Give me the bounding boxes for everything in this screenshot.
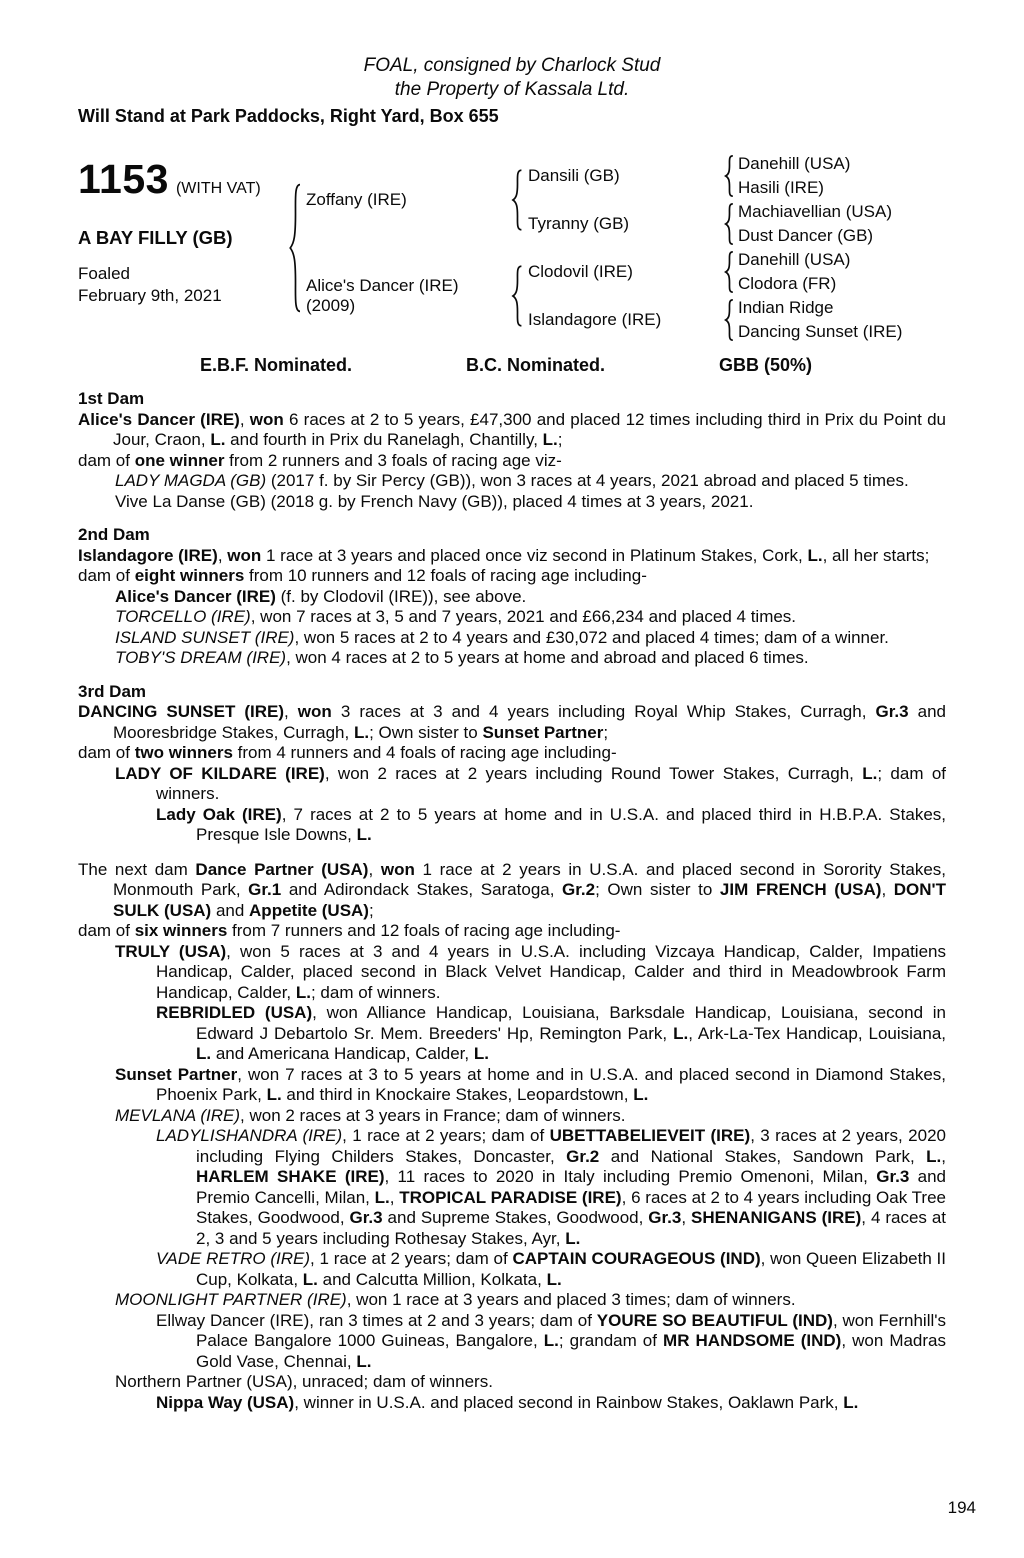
pedigree-paragraph <box>78 921 946 942</box>
text-segment: Gr.3 <box>875 702 909 721</box>
pedigree-name-text: Dust Dancer (GB) <box>738 226 874 245</box>
property-line: the Property of Kassala Ltd. <box>394 79 630 100</box>
text-segment: L. <box>862 763 878 783</box>
text-segment: one winner <box>134 450 225 470</box>
text-segment: L. <box>196 1044 212 1063</box>
text-segment: Vive La Danse (GB) (2018 g. by French Navy (GB)), placed 4 times at 3 years, 2021. <box>115 491 754 511</box>
pedigree-name <box>738 224 946 248</box>
text-segment: L. <box>926 1146 942 1166</box>
pedigree-name-text: Dancing Sunset (IRE) <box>738 322 903 341</box>
text-segment: , <box>239 409 250 429</box>
text-segment: , <box>389 1187 400 1207</box>
stand-location: Will Stand at Park Paddocks, Right Yard, Box 655 <box>78 106 499 126</box>
text-segment: LADY MAGDA (GB) <box>115 471 267 490</box>
pedigree-name-text: Dansili (GB) <box>528 166 620 185</box>
text-segment: eight winners <box>134 566 245 585</box>
text-segment: ; grandam of <box>558 1331 664 1350</box>
text-segment: won <box>380 859 415 879</box>
pedigree-name-text: Hasili (IRE) <box>738 178 824 197</box>
text-segment: from 7 runners and 12 foals of racing age including- <box>227 921 621 940</box>
text-segment: REBRIDLED (USA) <box>156 1003 313 1022</box>
text-segment: Northern Partner (USA), unraced; dam of winners. <box>115 1372 493 1391</box>
page-number: 194 <box>947 1498 976 1517</box>
pedigree-paragraph <box>78 764 946 805</box>
text-segment: L. <box>295 982 311 1002</box>
text-segment: Ellway Dancer (IRE), ran 3 times at 2 and 3 years; dam of <box>156 1310 597 1330</box>
text-segment: JIM FRENCH (USA) <box>719 880 882 899</box>
pedigree-name-text: Machiavellian (USA) <box>738 202 892 221</box>
text-segment: Dance Partner (USA) <box>195 859 369 879</box>
text-segment: L. <box>356 825 372 844</box>
brace-icon <box>511 169 524 231</box>
text-segment: won <box>249 409 284 429</box>
brace-icon <box>288 182 303 314</box>
text-segment: , 3 races at 2 years, 2020 including Flying Childers Stakes, Doncaster, <box>196 1126 946 1166</box>
text-segment: L. <box>807 545 823 565</box>
nominations <box>78 355 946 376</box>
pedigree-name <box>738 152 946 176</box>
foaled-block <box>78 263 284 307</box>
text-segment: dam of <box>78 743 135 762</box>
consignment-header <box>78 54 946 102</box>
gen3-brace-cell <box>720 248 738 296</box>
dam-heading: 1st Dam <box>78 389 145 408</box>
pedigree-name <box>738 200 946 224</box>
text-segment: Islandagore (IRE) <box>78 545 218 565</box>
text-segment: , won 7 races at 3, 5 and 7 years, 2021 and £66,234 and placed 4 times. <box>250 607 797 626</box>
lot-info <box>78 152 284 344</box>
text-segment: L. <box>210 430 226 449</box>
text-segment: L. <box>843 1392 859 1412</box>
pedigree-name-text: Indian Ridge <box>738 298 834 317</box>
pedigree-name <box>528 248 720 296</box>
text-segment: dam of <box>78 921 135 940</box>
pedigree-name-text: Tyranny (GB) <box>528 214 630 233</box>
pedigree-name <box>528 152 720 200</box>
sire-cell <box>306 152 506 248</box>
pedigree-paragraph <box>78 1311 946 1373</box>
text-segment: , <box>368 859 381 879</box>
text-segment: six winners <box>134 921 228 940</box>
pedigree-paragraph <box>78 860 946 922</box>
dam-name: Alice's Dancer (IRE) <box>306 276 459 295</box>
text-segment: ISLAND SUNSET (IRE) <box>115 627 295 647</box>
text-segment: 6 races at 2 to 5 years, £47,300 and placed 12 times including third in Prix du Point du Jour, Craon, <box>113 409 946 449</box>
bc-nominated: B.C. Nominated. <box>465 355 605 375</box>
text-segment: L. <box>356 1351 372 1371</box>
text-segment: 1 race at 2 years in U.S.A. and placed second in Sorority Stakes, Monmouth Park, <box>113 859 946 899</box>
text-segment: Lady Oak (IRE) <box>156 804 282 824</box>
text-segment: LADYLISHANDRA (IRE) <box>156 1126 343 1145</box>
text-segment: ; Own sister to <box>369 722 483 742</box>
text-segment: , <box>284 702 298 721</box>
text-segment: and Calcutta Million, Kolkata, <box>317 1269 547 1289</box>
text-segment: L. <box>565 1228 581 1248</box>
pedigree-name <box>738 176 946 200</box>
pedigree-name-text: Danehill (USA) <box>738 154 851 173</box>
text-segment: and Premio Cancelli, Milan, <box>196 1167 946 1207</box>
text-segment: 3 races at 3 and 4 years including Royal Whip Stakes, Curragh, <box>331 702 876 721</box>
brace-icon <box>511 265 524 327</box>
text-segment: , won Queen Elizabeth II Cup, Kolkata, <box>196 1249 946 1289</box>
text-segment: , 4 races at 2, 3 and 5 years including Rothesay Stakes, Ayr, <box>196 1208 947 1248</box>
pedigree-paragraph <box>78 607 946 628</box>
text-segment: SHENANIGANS (IRE) <box>691 1208 862 1227</box>
gen2-brace-cell <box>506 248 528 344</box>
pedigree-name <box>528 296 720 344</box>
text-segment: dam of <box>78 566 135 585</box>
text-segment: , <box>217 545 228 565</box>
text-segment: L. <box>543 1331 559 1350</box>
pedigree-paragraph <box>78 1249 946 1290</box>
text-segment: TRULY (USA) <box>115 941 227 961</box>
text-segment: , 1 race at 2 years; dam of <box>310 1249 513 1268</box>
text-segment: Gr.3 <box>648 1208 682 1227</box>
text-segment: ; <box>557 430 563 449</box>
text-segment: TORCELLO (IRE) <box>115 607 251 626</box>
gen1-brace-cell <box>284 152 306 344</box>
pedigree-name-text: Danehill (USA) <box>738 250 851 269</box>
pedigree-paragraph <box>78 410 946 451</box>
text-segment: Sunset Partner <box>115 1064 238 1084</box>
brace-icon <box>724 155 735 197</box>
text-segment: Appetite (USA) <box>249 900 369 920</box>
text-segment: L. <box>266 1085 282 1104</box>
pedigree-paragraph <box>78 566 946 587</box>
text-segment: MOONLIGHT PARTNER (IRE) <box>115 1290 347 1309</box>
pedigree-paragraph <box>78 702 946 743</box>
gen3-brace-cell <box>720 152 738 200</box>
text-segment: , won 2 races at 2 years including Round Tower Stakes, Curragh, <box>324 763 863 783</box>
text-segment: LADY OF KILDARE (IRE) <box>115 763 325 783</box>
catalogue-body <box>78 389 946 1413</box>
consignor-line: FOAL, consigned by Charlock Stud <box>363 55 661 76</box>
pedigree-name <box>738 296 946 320</box>
pedigree-table <box>284 152 946 344</box>
dam-year: (2009) <box>306 296 356 315</box>
text-segment: and third in Knockaire Stakes, Leopardstown, <box>281 1085 634 1104</box>
pedigree-name <box>738 248 946 272</box>
text-segment: L. <box>542 430 558 449</box>
text-segment: Nippa Way (USA) <box>156 1392 295 1412</box>
text-segment: , 7 races at 2 to 5 years at home and in U.S.A. and placed third in H.B.P.A. Stakes, Presque Isle Downs, <box>196 804 946 844</box>
text-segment: and Adirondack Stakes, Saratoga, <box>281 880 563 899</box>
text-segment: MR HANDSOME (IND) <box>663 1331 842 1350</box>
text-segment: L. <box>353 722 370 742</box>
pedigree-name-text: Clodora (FR) <box>738 274 837 293</box>
text-segment: ; dam of winners. <box>156 763 947 803</box>
text-segment: 1 race at 3 years and placed once viz second in Platinum Stakes, Cork, <box>261 545 808 565</box>
text-segment: , won Fernhill's Palace Bangalore 1000 Guineas, Bangalore, <box>196 1310 947 1350</box>
text-segment: Sunset Partner <box>482 722 604 742</box>
text-segment: won <box>297 702 332 721</box>
text-segment: L. <box>473 1044 489 1063</box>
text-segment: HARLEM SHAKE (IRE) <box>196 1167 385 1186</box>
text-segment: , winner in U.S.A. and placed second in Rainbow Stakes, Oaklawn Park, <box>294 1392 844 1412</box>
ebf-nominated: E.B.F. Nominated. <box>200 355 353 375</box>
pedigree-paragraph <box>78 471 946 492</box>
dam-cell <box>306 248 506 344</box>
text-segment: Gr.2 <box>562 880 596 899</box>
text-segment: L. <box>633 1085 649 1104</box>
text-segment: , Ark-La-Tex Handicap, Louisiana, <box>688 1023 946 1043</box>
pedigree-name-text: Clodovil (IRE) <box>528 262 633 281</box>
text-segment: Gr.3 <box>876 1167 910 1186</box>
text-segment: TROPICAL PARADISE (IRE) <box>399 1187 622 1207</box>
pedigree-block <box>78 152 946 344</box>
text-segment: , won Madras Gold Vase, Chennai, <box>196 1331 947 1371</box>
text-segment: from 4 runners and 4 foals of racing age including- <box>232 743 617 762</box>
pedigree-paragraph <box>78 451 946 472</box>
pedigree-paragraph <box>78 743 946 764</box>
gen3-brace-cell <box>720 296 738 344</box>
text-segment: ; dam of winners. <box>310 982 441 1002</box>
text-segment: DANCING SUNSET (IRE) <box>78 702 285 721</box>
brace-icon <box>724 299 735 341</box>
text-segment: CAPTAIN COURAGEOUS (IND) <box>512 1249 761 1268</box>
text-segment: L. <box>374 1187 390 1207</box>
brace-icon <box>724 251 735 293</box>
text-segment: , <box>881 880 894 899</box>
text-segment: and Mooresbridge Stakes, Curragh, <box>113 702 946 742</box>
pedigree-name <box>738 272 946 296</box>
text-segment: TOBY'S DREAM (IRE) <box>115 648 287 667</box>
text-segment: , won 4 races at 2 to 5 years at home and abroad and placed 6 times. <box>286 648 809 667</box>
dam-heading: 2nd Dam <box>78 525 150 544</box>
pedigree-paragraph <box>78 942 946 1004</box>
pedigree-name-text: Islandagore (IRE) <box>528 310 662 329</box>
text-segment: , won 5 races at 3 and 4 years in U.S.A. including Vizcaya Handicap, Calder, Impatiens Handicap, Calder, placed second in Black Velvet Handicap, Calder and third in Meadowbrook Farm Handicap, Calder, <box>156 941 946 1002</box>
text-segment: , all her starts; <box>822 545 930 565</box>
gen3-brace-cell <box>720 200 738 248</box>
foaled-date: February 9th, 2021 <box>78 286 222 305</box>
text-segment: , 1 race at 2 years; dam of <box>342 1126 550 1145</box>
text-segment: won <box>227 545 262 565</box>
text-segment: , won 2 races at 3 years in France; dam of winners. <box>240 1105 626 1125</box>
lot-number: 1153 <box>78 156 169 202</box>
text-segment: DON'T SULK (USA) <box>113 880 946 920</box>
text-segment: and <box>211 900 250 920</box>
text-segment: MEVLANA (IRE) <box>115 1105 241 1125</box>
pedigree-paragraph <box>78 1003 946 1065</box>
text-segment: from 2 runners and 3 foals of racing age viz- <box>224 450 562 470</box>
text-segment: from 10 runners and 12 foals of racing age including- <box>244 566 647 585</box>
pedigree-paragraph <box>78 1106 946 1127</box>
text-segment: Alice's Dancer (IRE) <box>115 586 276 606</box>
pedigree-paragraph <box>78 587 946 608</box>
text-segment: YOURE SO BEAUTIFUL (IND) <box>596 1310 833 1330</box>
text-segment: , <box>681 1208 692 1227</box>
pedigree-paragraph <box>78 1290 946 1311</box>
pedigree-paragraph <box>78 1065 946 1106</box>
text-segment: ; <box>368 900 374 920</box>
text-segment: (f. by Clodovil (IRE)), see above. <box>275 586 527 606</box>
text-segment: UBETTABELIEVEIT (IRE) <box>549 1126 751 1145</box>
text-segment: , won 7 races at 3 to 5 years at home and in U.S.A. and placed second in Diamond Stakes, Phoenix Park, <box>156 1064 946 1104</box>
text-segment: ; <box>603 722 609 742</box>
pedigree-paragraph <box>78 805 946 846</box>
text-segment: ; Own sister to <box>595 880 720 899</box>
text-segment: VADE RETRO (IRE) <box>156 1249 311 1268</box>
text-segment: and National Stakes, Sandown Park, <box>599 1146 927 1166</box>
pedigree-paragraph <box>78 492 946 513</box>
text-segment: two winners <box>134 743 233 762</box>
pedigree-paragraph <box>78 1393 946 1414</box>
pedigree-name <box>528 200 720 248</box>
foaled-label: Foaled <box>78 264 130 283</box>
text-segment: Gr.3 <box>349 1208 383 1227</box>
pedigree-paragraph <box>78 1372 946 1393</box>
text-segment: L. <box>673 1023 689 1043</box>
text-segment: The next dam <box>78 859 196 879</box>
dam-heading: 3rd Dam <box>78 681 147 701</box>
text-segment: , 11 races to 2020 in Italy including Premio Omenoni, Milan, <box>384 1167 877 1186</box>
text-segment: , 6 races at 2 to 4 years including Oak Tree Stakes, Goodwood, <box>196 1187 946 1227</box>
text-segment: L. <box>302 1269 318 1289</box>
text-segment: and Supreme Stakes, Goodwood, <box>382 1208 649 1227</box>
pedigree-paragraph <box>78 648 946 669</box>
pedigree-name <box>738 320 946 344</box>
pedigree-paragraph <box>78 628 946 649</box>
lot-number-line <box>78 156 284 203</box>
vat-note: (WITH VAT) <box>175 180 261 197</box>
text-segment: L. <box>546 1269 562 1289</box>
pedigree-paragraph <box>78 546 946 567</box>
text-segment: Gr.1 <box>248 880 282 899</box>
horse-description: A BAY FILLY (GB) <box>78 227 233 248</box>
text-segment: , <box>941 1146 946 1166</box>
text-segment: Gr.2 <box>566 1146 600 1166</box>
text-segment: and Americana Handicap, Calder, <box>211 1044 474 1063</box>
text-segment: , won 5 races at 2 to 4 years and £30,072 and placed 4 times; dam of a winner. <box>294 627 889 647</box>
text-segment: dam of <box>78 450 135 470</box>
brace-icon <box>724 203 735 245</box>
text-segment: , won Alliance Handicap, Louisiana, Barksdale Handicap, Louisiana, second in Edward J Debartolo Sr. Mem. Breeders' Hp, Remington Park, <box>196 1003 946 1043</box>
text-segment: , won 1 race at 3 years and placed 3 times; dam of winners. <box>346 1290 796 1309</box>
sire-name: Zoffany (IRE) <box>306 190 407 209</box>
text-segment: Alice's Dancer (IRE) <box>78 409 240 429</box>
gbb-note: GBB (50%) <box>718 355 812 375</box>
text-segment: and fourth in Prix du Ranelagh, Chantilly, <box>225 430 543 449</box>
pedigree-paragraph <box>78 1126 946 1249</box>
gen2-brace-cell <box>506 152 528 248</box>
text-segment: (2017 f. by Sir Percy (GB)), won 3 races at 4 years, 2021 abroad and placed 5 times. <box>266 471 909 490</box>
